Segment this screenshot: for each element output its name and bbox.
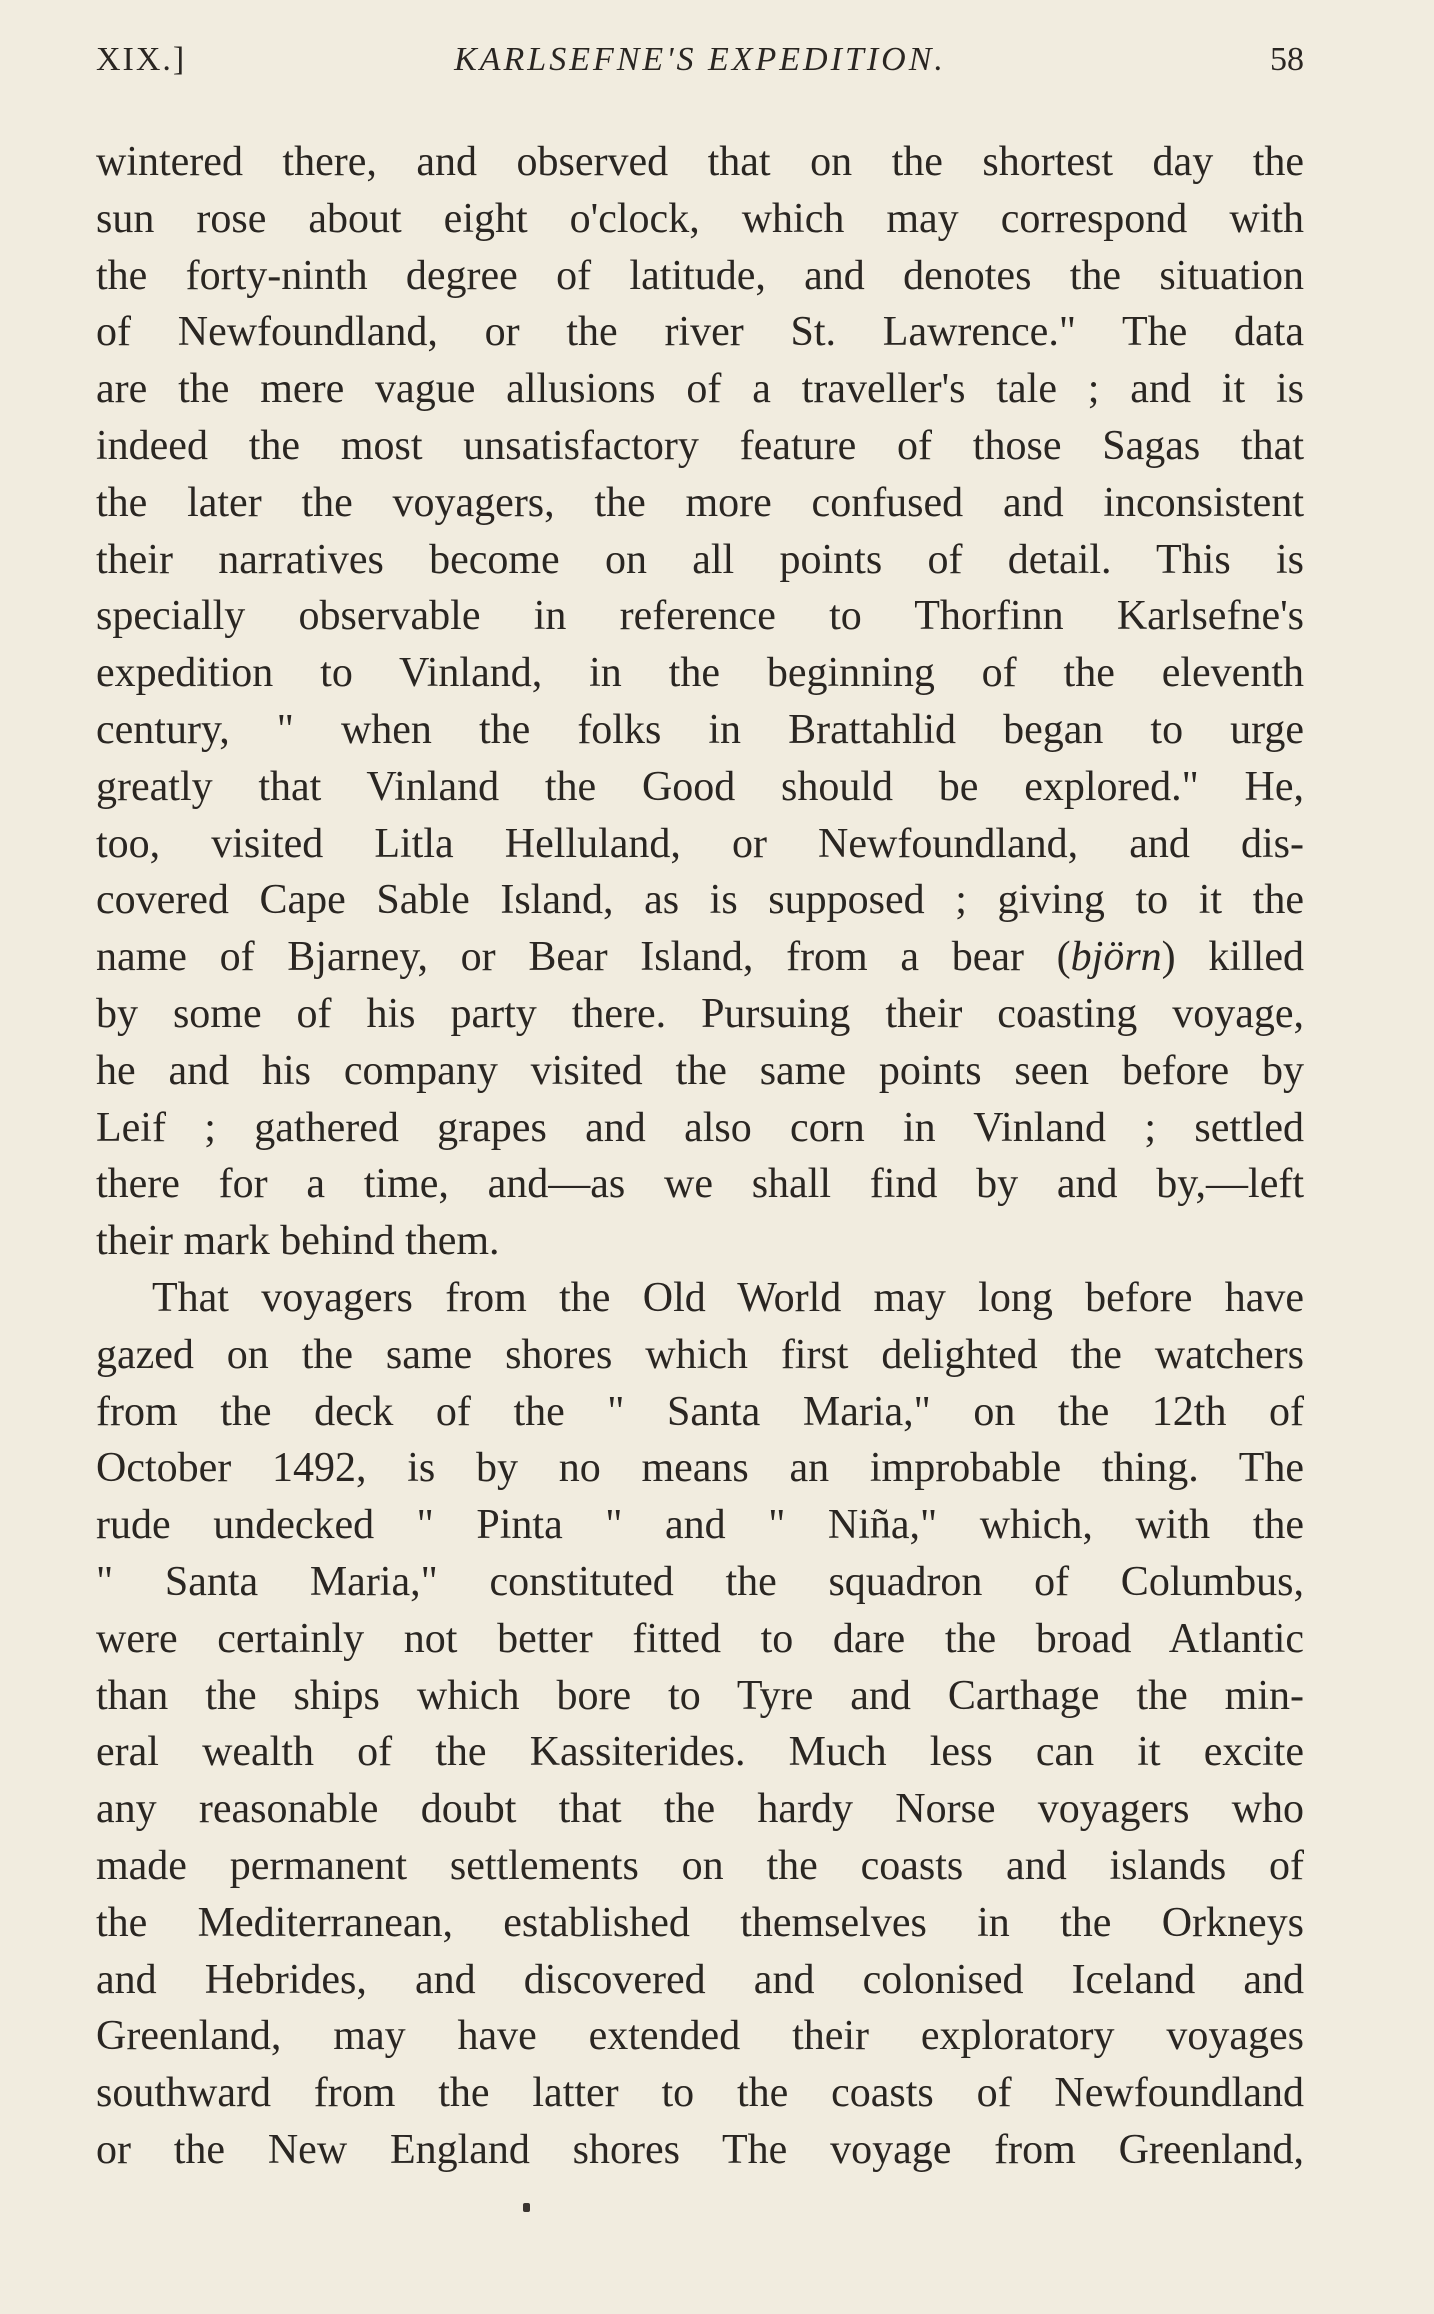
text-line: expedition to Vinland, in the beginning of the eleventh	[96, 650, 1304, 697]
text-line: specially observable in reference to Thorfinn Karlsefne's	[96, 593, 1304, 640]
paragraph-2	[96, 1270, 1304, 2179]
text-line-with-italic: name of Bjarney, or Bear Island, from a bear (björn) killed	[96, 934, 1304, 981]
text-line: southward from the latter to the coasts of Newfoundland	[96, 2070, 1304, 2117]
paragraph-1	[96, 134, 1304, 1270]
text-line: their mark behind them.	[96, 1218, 500, 1265]
text-line: made permanent settlements on the coasts and islands of	[96, 1842, 1304, 1889]
text-line: October 1492, is by no means an improbable thing. The	[96, 1445, 1304, 1492]
text-line: Greenland, may have extended their exploratory voyages	[96, 2013, 1304, 2060]
text-line: greatly that Vinland the Good should be explored." He,	[96, 763, 1304, 810]
page-number: 58	[1270, 41, 1304, 78]
text-line: the forty-ninth degree of latitude, and denotes the situation	[96, 252, 1304, 299]
text-line: gazed on the same shores which first delighted the watchers	[96, 1331, 1304, 1378]
text-line: " Santa Maria," constituted the squadron of Columbus,	[96, 1558, 1304, 1605]
text-line: the later the voyagers, the more confused and inconsistent	[96, 479, 1304, 526]
running-title: KARLSEFNE'S EXPEDITION.	[454, 41, 946, 78]
text-line: there for a time, and—as we shall find by and by,—left	[96, 1161, 1304, 1208]
text-line: from the deck of the " Santa Maria," on the 12th of	[96, 1388, 1304, 1435]
text-line: of Newfoundland, or the river St. Lawrence." The data	[96, 309, 1304, 356]
text-line: eral wealth of the Kassiterides. Much less can it excite	[96, 1729, 1304, 1776]
body-text	[96, 134, 1304, 2179]
signature-mark	[523, 2203, 530, 2212]
running-head	[96, 40, 1304, 80]
text-line: rude undecked " Pinta " and " Niña," which, with the	[96, 1502, 1304, 1549]
text-line: and Hebrides, and discovered and colonised Iceland and	[96, 1956, 1304, 2003]
text-line: wintered there, and observed that on the shortest day the	[96, 139, 1304, 185]
chapter-number: XIX.]	[96, 41, 187, 78]
text-line: too, visited Litla Helluland, or Newfoundland, and dis-	[96, 820, 1304, 867]
text-line: Leif ; gathered grapes and also corn in Vinland ; settled	[96, 1104, 1304, 1151]
text-line: any reasonable doubt that the hardy Norse voyagers who	[96, 1786, 1304, 1833]
text-line: than the ships which bore to Tyre and Carthage the min-	[96, 1672, 1304, 1719]
text-line: century, " when the folks in Brattahlid began to urge	[96, 706, 1304, 753]
line-text: name of Bjarney, or Bear Island, from a bear	[96, 934, 1057, 981]
text-line: indeed the most unsatisfactory feature of those Sagas that	[96, 422, 1304, 469]
text-line: or the New England shores The voyage from Greenland,	[96, 2126, 1304, 2173]
text-line: he and his company visited the same points seen before by	[96, 1047, 1304, 1094]
text-line: That voyagers from the Old World may long before have	[152, 1274, 1304, 1321]
text-line: were certainly not better fitted to dare the broad Atlantic	[96, 1615, 1304, 1662]
text-line: covered Cape Sable Island, as is supposed ; giving to it the	[96, 877, 1304, 924]
text-line: by some of his party there. Pursuing their coasting voyage,	[96, 990, 1304, 1037]
text-line: sun rose about eight o'clock, which may correspond with	[96, 195, 1304, 242]
italic-word: björn	[1070, 934, 1162, 981]
text-line: the Mediterranean, established themselves in the Orkneys	[96, 1899, 1304, 1946]
text-line: are the mere vague allusions of a traveller's tale ; and it is	[96, 366, 1304, 413]
text-line: their narratives become on all points of detail. This is	[96, 536, 1304, 583]
line-suffix: killed	[1175, 934, 1304, 981]
